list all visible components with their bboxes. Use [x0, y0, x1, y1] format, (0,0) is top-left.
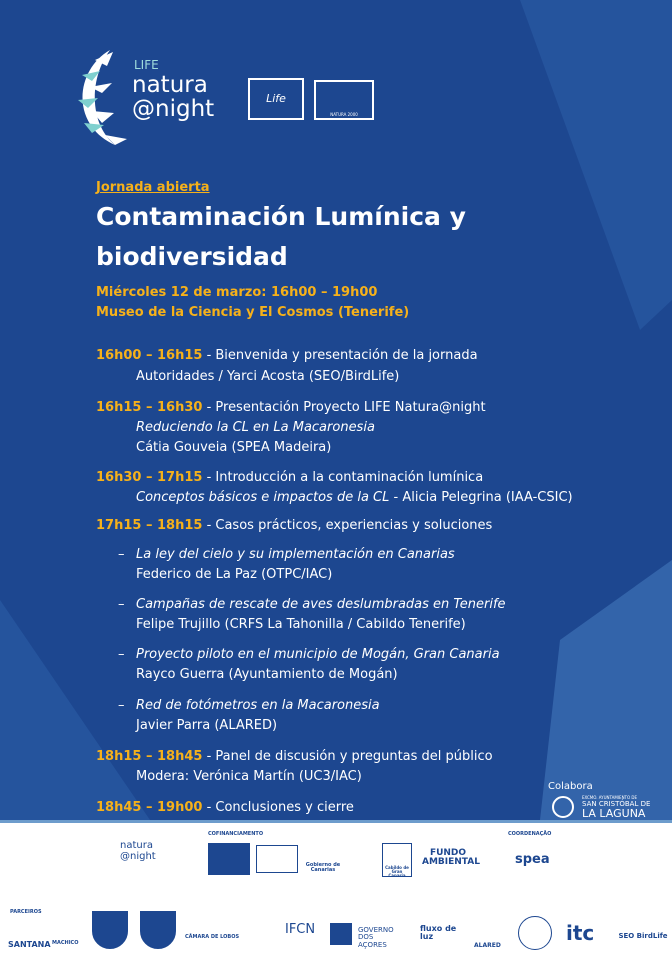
agenda-speaker: Conceptos básicos e impactos de la CL - Alicia Pelegrina (IAA-CSIC): [136, 490, 573, 505]
itc-logo: itc: [566, 921, 595, 945]
decor-shape: [520, 0, 672, 330]
alared-logo: ALARED: [474, 942, 501, 949]
collab-org-small: EXCMO. AYUNTAMIENTO DE: [582, 795, 638, 800]
agenda-item: 16h15 – 16h30 - Presentación Proyecto LIFE Natura@night: [96, 400, 486, 415]
agenda-item: 18h15 – 18h45 - Panel de discusión y preguntas del público: [96, 749, 493, 764]
eu-life-text: Life: [266, 92, 286, 105]
sub-item-title: Red de fotómetros en la Macaronesia: [136, 698, 380, 713]
bullet-dash: –: [118, 647, 125, 662]
agenda-speaker: Modera: Verónica Martín (UC3/IAC): [136, 769, 362, 784]
crest-logo: [140, 911, 176, 949]
bullet-dash: –: [118, 547, 125, 562]
sub-item-speaker: Federico de La Paz (OTPC/IAC): [136, 567, 333, 582]
acores-flag-icon: [330, 923, 352, 945]
spea-logo: spea: [515, 852, 550, 867]
logo-life: LIFE: [134, 58, 159, 72]
decor-shape: [0, 600, 150, 820]
fluxo-de-luz-logo: fluxo de luz: [420, 924, 457, 942]
seo-birdlife-logo: SEO BirdLife: [618, 932, 668, 940]
agenda-item: 17h15 – 18h15 - Casos prácticos, experiencias y soluciones: [96, 518, 493, 533]
collab-label: Colabora: [548, 781, 593, 792]
fundo-ambiental-logo: FUNDO AMBIENTAL: [422, 848, 480, 868]
natura2000-logo: [314, 80, 374, 120]
parc-label: PARCEIROS: [10, 909, 42, 915]
ifcn-logo: IFCN: [285, 922, 316, 937]
sponsor-footer: [0, 820, 672, 953]
sub-item-title: Proyecto piloto en el municipio de Mogán, Gran Canaria: [136, 647, 500, 662]
event-date: Miércoles 12 de marzo: 16h00 – 19h00: [96, 285, 378, 300]
sub-item-title: La ley del cielo y su implementación en Canarias: [136, 547, 455, 562]
gobierno-canarias-logo: Gobierno de Canarias: [305, 862, 341, 874]
cabildo-gc-logo: Cabildo de Gran Canaria: [382, 843, 412, 877]
crest-logo: [92, 911, 128, 949]
collab-org-big: LA LAGUNA: [582, 807, 646, 820]
agenda-item: 18h45 – 19h00 - Conclusiones y cierre: [96, 800, 354, 815]
bullet-dash: –: [118, 698, 125, 713]
sub-item-speaker: Felipe Trujillo (CRFS La Tahonilla / Cabildo Tenerife): [136, 617, 466, 632]
sub-item-speaker: Javier Parra (ALARED): [136, 718, 278, 733]
sub-item-title: Campañas de rescate de aves deslumbradas en Tenerife: [136, 597, 506, 612]
governo-acores-logo: GOVERNO DOS AÇORES: [358, 926, 394, 949]
collab-org-mid: SAN CRISTÓBAL DE: [582, 800, 651, 808]
natura2000-footer-logo: [256, 845, 298, 873]
natura-night-footer-logo: natura @night: [120, 840, 156, 862]
event-title-1: Contaminación Lumínica y: [96, 202, 466, 231]
coord-label: COORDENAÇÃO: [508, 831, 552, 837]
cofin-label: COFINANCIAMENTO: [208, 831, 264, 837]
logo-night: @night: [132, 96, 215, 122]
event-title-2: biodiversidad: [96, 242, 288, 271]
agenda-item: 16h30 – 17h15 - Introducción a la contaminación lumínica: [96, 470, 484, 485]
bullet-dash: –: [118, 597, 125, 612]
agenda-speaker: Autoridades / Yarci Acosta (SEO/BirdLife): [136, 369, 400, 384]
sub-item-speaker: Rayco Guerra (Ayuntamiento de Mogán): [136, 667, 398, 682]
agenda-subtitle: Reduciendo la CL en La Macaronesia: [136, 420, 375, 435]
camara-lobos-logo: CÂMARA DE LOBOS: [185, 934, 240, 940]
eu-life-logo: [248, 78, 304, 120]
santana-logo: SANTANA: [8, 940, 51, 949]
natura2000-text: NATURA 2000: [330, 112, 358, 117]
agenda-speaker: Cátia Gouveia (SPEA Madeira): [136, 440, 332, 455]
eu-life-footer-logo: [208, 843, 250, 875]
university-seal-logo: [518, 916, 552, 950]
la-laguna-emblem-icon: [552, 796, 574, 818]
logo-natura: natura: [132, 72, 208, 98]
machico-logo: MACHICO: [52, 940, 79, 946]
agenda-item: 16h00 – 16h15 - Bienvenida y presentación de la jornada: [96, 348, 478, 363]
event-venue: Museo de la Ciencia y El Cosmos (Tenerife): [96, 305, 410, 320]
event-type: Jornada abierta: [96, 180, 210, 195]
